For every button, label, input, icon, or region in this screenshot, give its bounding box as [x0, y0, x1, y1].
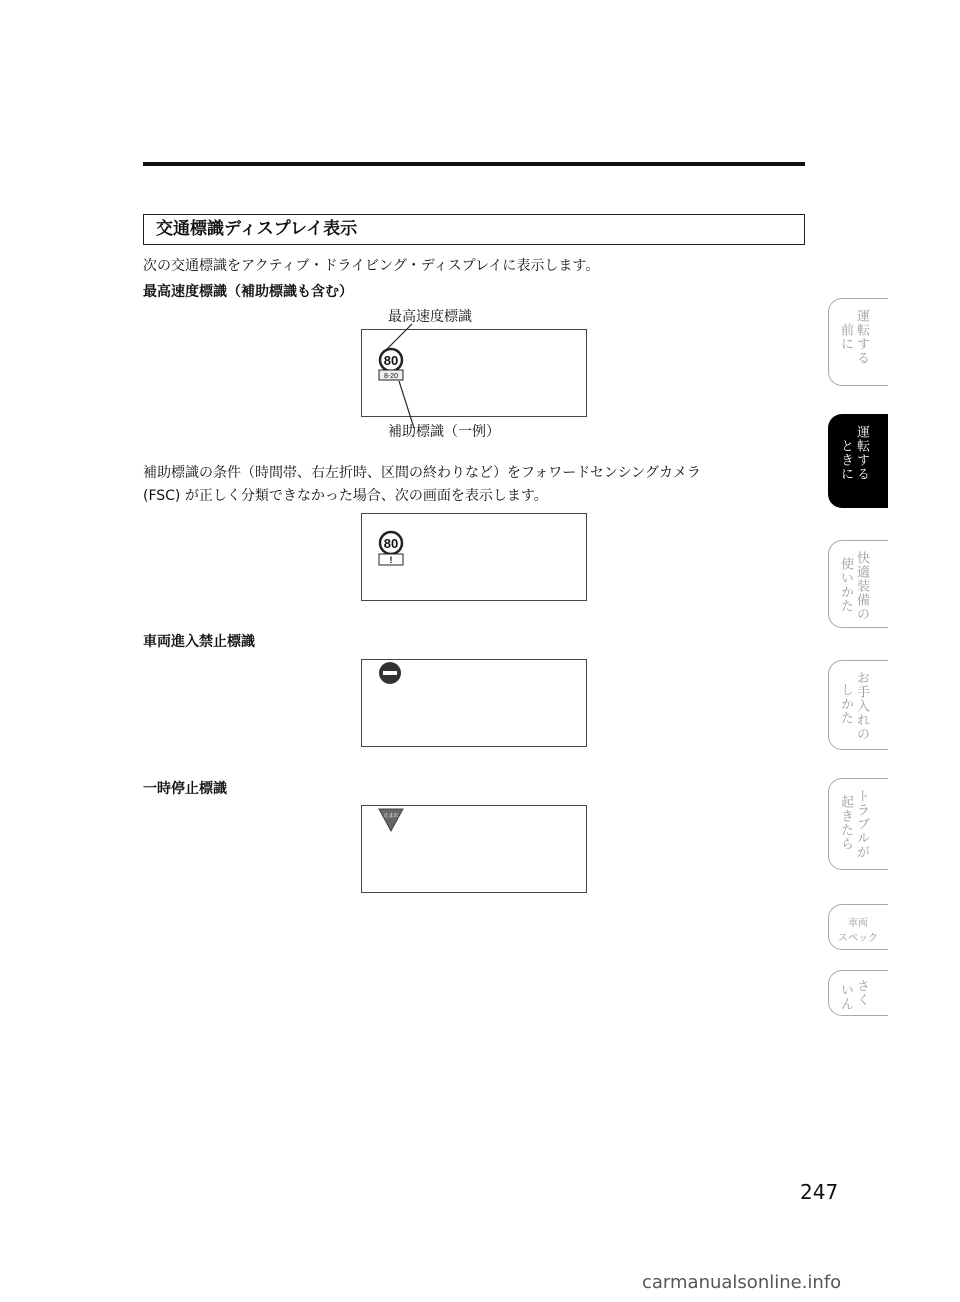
intro-text: 次の交通標識をアクティブ・ドライビング・ディスプレイに表示します。: [143, 258, 600, 274]
tab-troubleshooting[interactable]: [828, 778, 888, 870]
no-entry-sign-icon: [378, 661, 404, 687]
sub-sign-text: 8-20: [383, 373, 399, 380]
condition-note-line1: 補助標識の条件（時間帯、右左折時、区間の終わりなど）をフォワードセンシングカメラ: [143, 465, 701, 481]
tab-while-driving[interactable]: [828, 414, 888, 508]
unknown-sub-sign-text: !: [389, 555, 393, 565]
tab-label-line2: スペック: [838, 933, 878, 944]
tab-vehicle-specs[interactable]: [828, 904, 888, 950]
speed-sign-value: 80: [383, 536, 399, 551]
speed-limit-unknown-icon: [370, 525, 415, 575]
page-number: 247: [800, 1180, 839, 1204]
no-entry-bar: [383, 671, 397, 675]
no-entry-heading: 車両進入禁止標識: [143, 634, 255, 650]
tab-label-col1: 運転する: [854, 309, 869, 365]
tab-index[interactable]: [828, 970, 888, 1016]
tab-comfort-equipment[interactable]: [828, 540, 888, 628]
tab-label-col1: 運転する: [854, 425, 869, 481]
tab-maintenance[interactable]: [828, 660, 888, 750]
stop-heading: 一時停止標識: [143, 781, 227, 797]
callout-speed-limit-label: 最高速度標識: [388, 309, 472, 325]
speed-sign-value: 80: [383, 353, 399, 368]
tab-label-col2: ときに: [838, 439, 853, 481]
tab-label-col2: 前に: [838, 323, 853, 351]
stop-sign-icon: [376, 806, 406, 834]
tab-before-driving[interactable]: [828, 298, 888, 386]
top-rule: [143, 162, 805, 166]
tab-label-col2: しかた: [838, 683, 853, 725]
callout-sub-sign-label: 補助標識（一例）: [388, 424, 500, 440]
callout-line-top: [386, 324, 412, 350]
tab-label-col2: 起きたら: [838, 795, 853, 851]
speed-limit-heading: 最高速度標識（補助標識も含む）: [143, 284, 353, 300]
tab-label-col1: さく: [854, 979, 869, 1007]
watermark: carmanualsonline.info: [642, 1272, 842, 1293]
tab-label-col1: 快適装備の: [854, 551, 869, 621]
section-title: 交通標識ディスプレイ表示: [143, 214, 805, 245]
tab-label-col1: トラブルが: [854, 789, 869, 859]
tab-label-line1: 車両: [848, 918, 868, 929]
tab-label-col2: いん: [838, 983, 853, 1011]
stop-sign-text: 止まれ: [383, 813, 399, 819]
tab-label-col2: 使いかた: [838, 557, 853, 613]
condition-note-line2: (FSC) が正しく分類できなかった場合、次の画面を表示します。: [143, 488, 548, 504]
tab-label-col1: お手入れの: [854, 671, 869, 741]
